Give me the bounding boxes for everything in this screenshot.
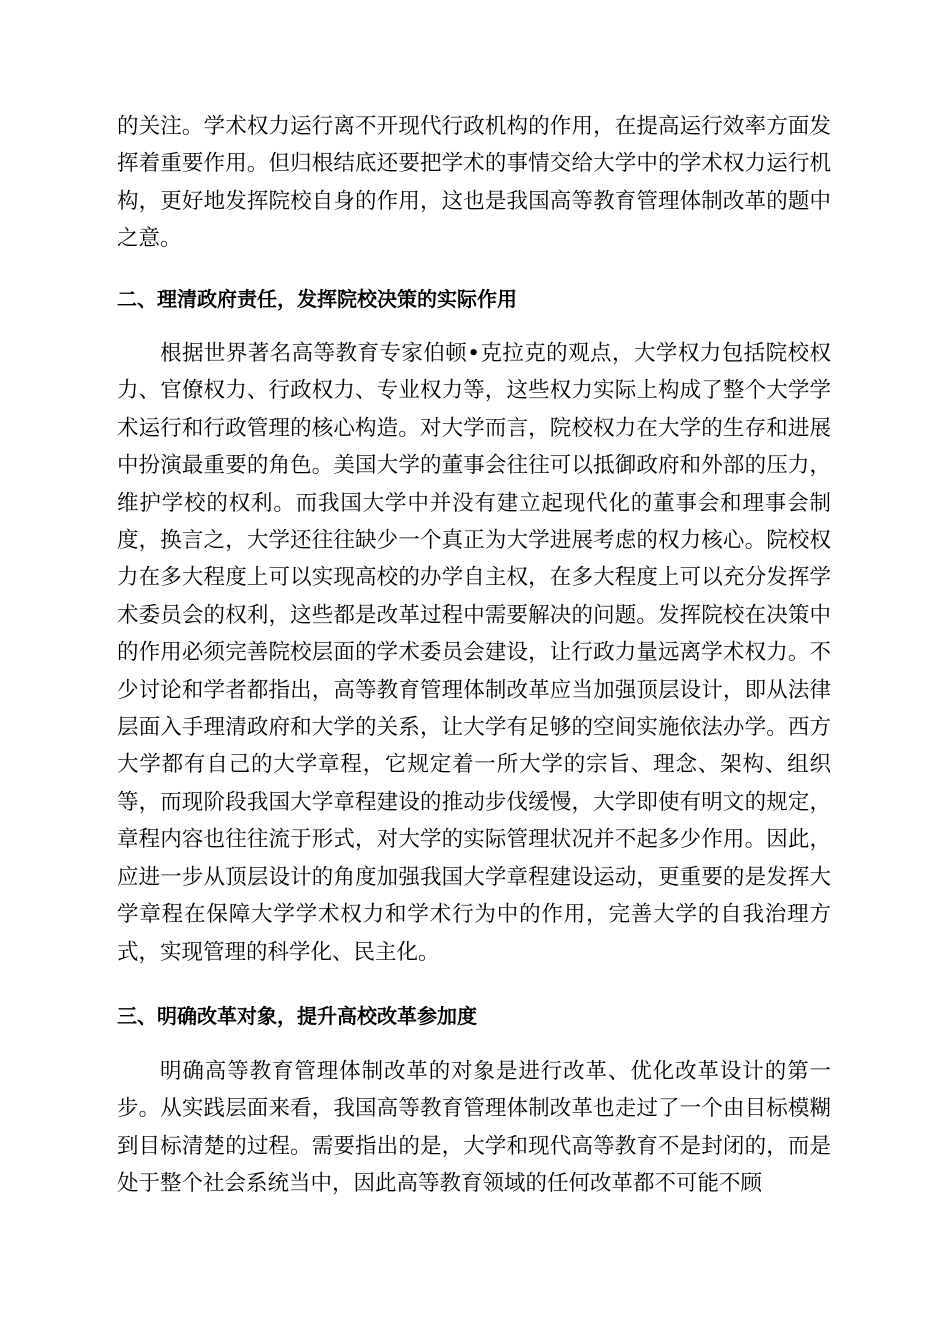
section-2-heading: 二、理清政府责任，发挥院校决策的实际作用 [117, 287, 517, 311]
section-2-body [117, 335, 831, 971]
section-3-heading: 三、明确改革对象，提升高校改革参加度 [117, 1004, 477, 1028]
section-3-paragraph: 明确高等教育管理体制改革的对象是进行改革、优化改革设计的第一步。从实践层面来看，我国高等教育管理体制改革也走过了一个由目标模糊到目标清楚的过程。需要指出的是，大学和现代高等教育不是封闭的，而是处于整个社会系统当中，因此高等教育领域的任何改革都不可能不顾 [117, 1059, 831, 1197]
continuation-paragraph-block [117, 108, 831, 258]
section-2-paragraph: 根据世界著名高等教育专家伯顿•克拉克的观点，大学权力包括院校权力、官僚权力、行政权力、专业权力等，这些权力实际上构成了整个大学学术运行和行政管理的核心构造。对大学而言，院校权力在大学的生存和进展中扮演最重要的角色。美国大学的董事会往往可以抵御政府和外部的压力，维护学校的权利。而我国大学中并没有建立起现代化的董事会和理事会制度，换言之，大学还往往缺少一个真正为大学进展考虑的权力核心。院校权力在多大程度上可以实现高校的办学自主权，在多大程度上可以充分发挥学术委员会的权利，这些都是改革过程中需要解决的问题。发挥院校在决策中的作用必须完善院校层面的学术委员会建设，让行政力量远离学术权力。不少讨论和学者都指出，高等教育管理体制改革应当加强顶层设计，即从法律层面入手理清政府和大学的关系，让大学有足够的空间实施依法办学。西方大学都有自己的大学章程，它规定着一所大学的宗旨、理念、架构、组织等，而现阶段我国大学章程建设的推动步伐缓慢，大学即使有明文的规定，章程内容也往往流于形式，对大学的实际管理状况并不起多少作用。因此，应进一步从顶层设计的角度加强我国大学章程建设运动，更重要的是发挥大学章程在保障大学学术权力和学术行为中的作用，完善大学的自我治理方式，实现管理的科学化、民主化。 [117, 341, 831, 965]
section-3-body [117, 1053, 831, 1203]
continuation-paragraph: 的关注。学术权力运行离不开现代行政机构的作用，在提高运行效率方面发挥着重要作用。但归根结底还要把学术的事情交给大学中的学术权力运行机构，更好地发挥院校自身的作用，这也是我国高等教育管理体制改革的题中之意。 [117, 114, 831, 252]
